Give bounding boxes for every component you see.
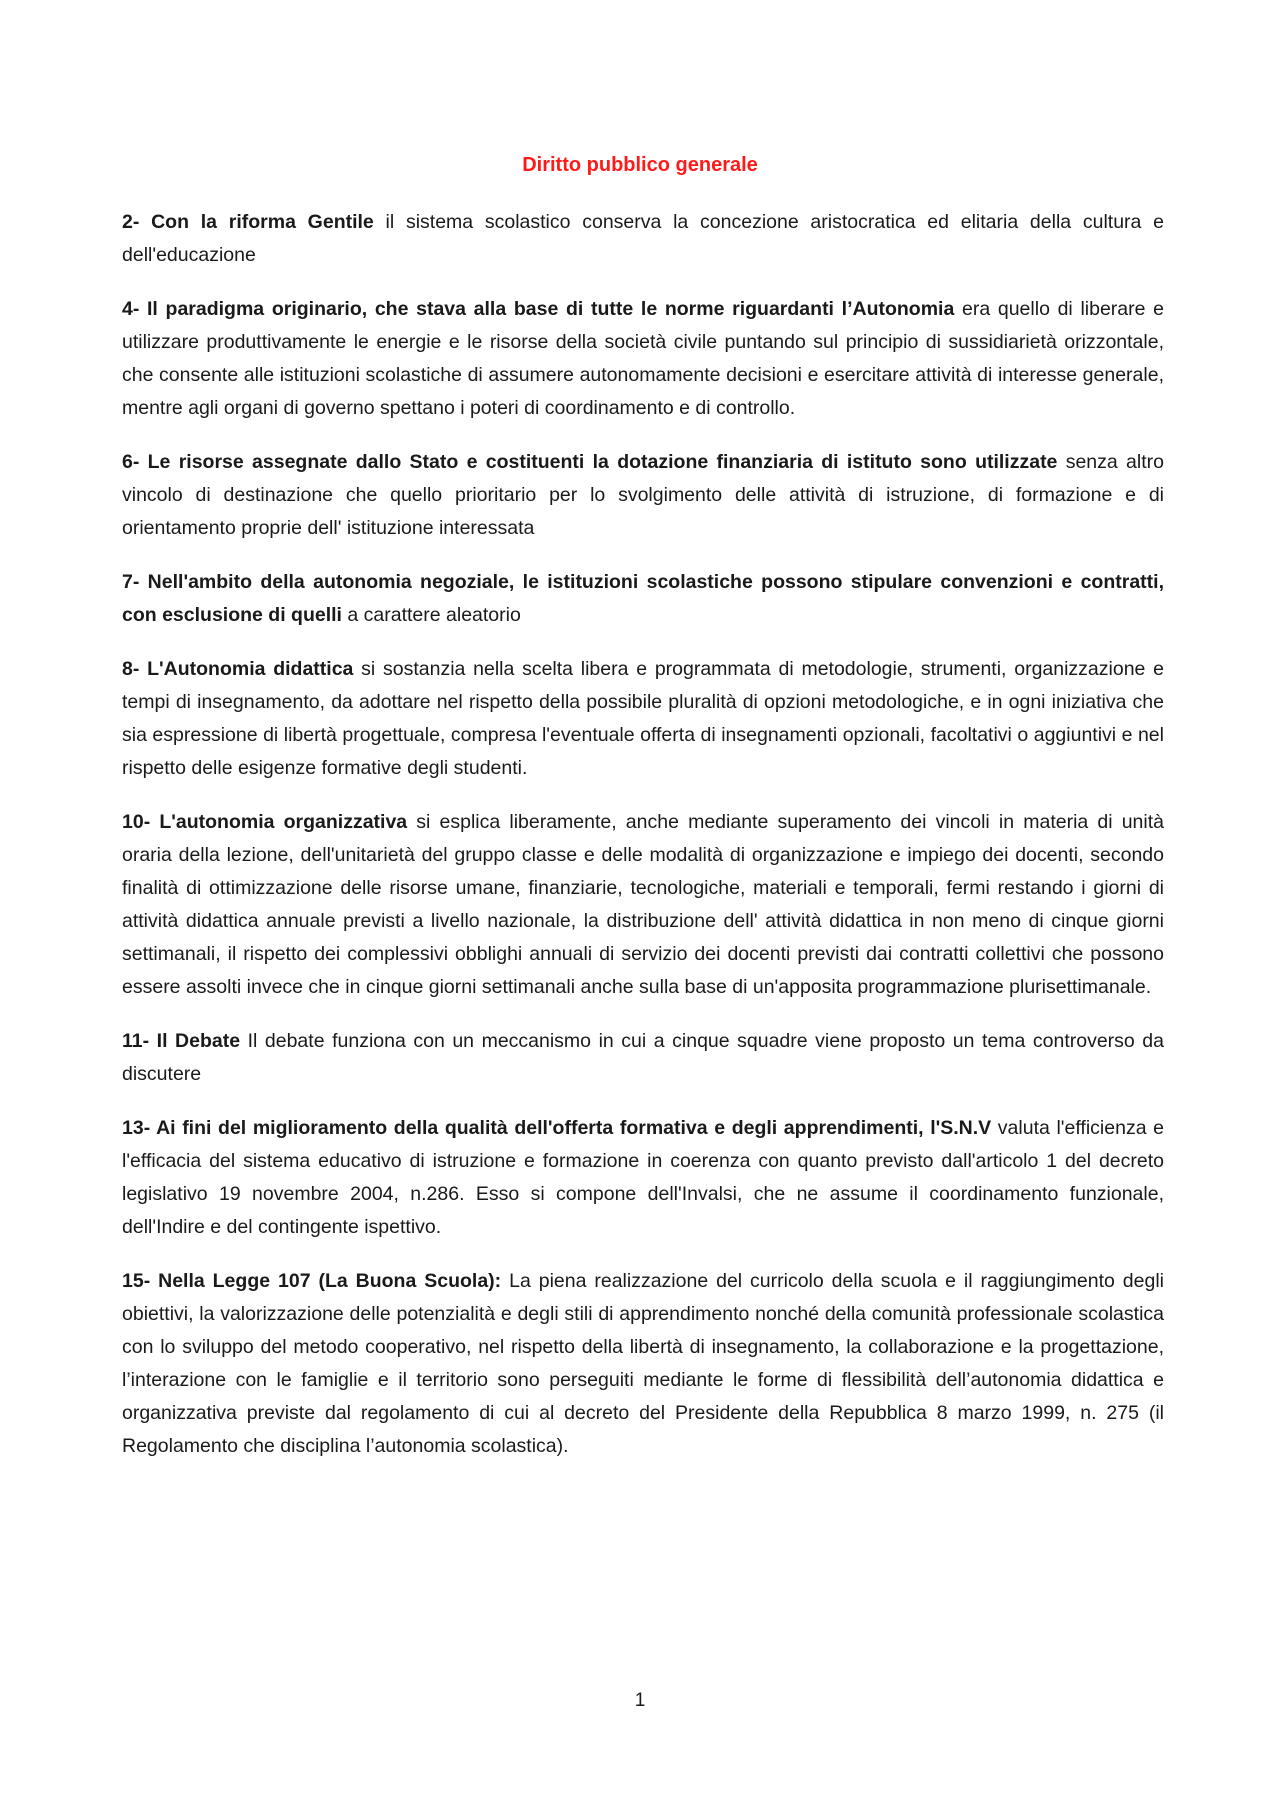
paragraph-text: si sostanzia nella scelta libera e programmata di metodologie, strumenti, organizzazione e tempi di insegnamento, da adottare nel rispetto della possibile pluralità di opzioni metodologiche, e in ogni iniziativa che sia espressione di libertà progettuale, compresa l'eventuale offerta di insegnamenti opzionali, facoltativi o aggiuntivi e nel rispetto delle esigenze formative degli studenti. (122, 658, 1164, 779)
paragraph-lead: 2- Con la riforma Gentile (122, 211, 374, 233)
paragraph-4 (122, 293, 1164, 425)
paragraph-text: era quello di liberare e utilizzare produttivamente le energie e le risorse della società civile puntando sul principio di sussidiarietà orizzontale, che consente alle istituzioni scolastiche di assumere autonomamente decisioni e esercitare attività di interesse generale, mentre agli organi di governo spettano i poteri di coordinamento e di controllo. (122, 298, 1165, 419)
paragraph-11 (122, 1025, 1164, 1091)
paragraph-lead: 15- Nella Legge 107 (La Buona Scuola): (122, 1270, 502, 1292)
paragraph-2 (122, 206, 1164, 272)
paragraph-lead: 8- L'Autonomia didattica (122, 658, 354, 680)
paragraph-lead: 4- Il paradigma originario, che stava alla base di tutte le norme riguardanti l’Autonomia (122, 298, 955, 320)
paragraph-text: si esplica liberamente, anche mediante superamento dei vincoli in materia di unità oraria della lezione, dell'unitarietà del gruppo classe e delle modalità di organizzazione e impiego dei docenti, secondo finalità di ottimizzazione delle risorse umane, finanziarie, tecnologiche, materiali e temporali, fermi restando i giorni di attività didattica annuale previsti a livello nazionale, la distribuzione dell' attività didattica in non meno di cinque giorni settimanali, il rispetto dei complessivi obblighi annuali di servizio dei docenti previsti dai contratti collettivi che possono essere assolti invece che in cinque giorni settimanali anche sulla base di un'apposita programmazione plurisettimanale. (122, 811, 1164, 998)
paragraph-10 (122, 806, 1164, 1004)
paragraph-15 (122, 1265, 1164, 1463)
paragraph-7 (122, 566, 1164, 632)
paragraph-lead: 10- L'autonomia organizzativa (122, 811, 408, 833)
paragraph-text: La piena realizzazione del curricolo della scuola e il raggiungimento degli obiettivi, la valorizzazione delle potenzialità e degli stili di apprendimento nonché della comunità professionale scolastica con lo sviluppo del metodo cooperativo, nel rispetto della libertà di insegnamento, la collaborazione e la progettazione, l’interazione con le famiglie e il territorio sono perseguiti mediante le forme di flessibilità dell’autonomia didattica e organizzativa previste dal regolamento di cui al decreto del Presidente della Repubblica 8 marzo 1999, n. 275 (il Regolamento che disciplina l’autonomia scolastica). (122, 1270, 1165, 1457)
document-title: Diritto pubblico generale (522, 154, 758, 176)
paragraph-6 (122, 446, 1164, 545)
paragraph-lead: 11- Il Debate (122, 1030, 241, 1052)
paragraph-lead: 6- Le risorse assegnate dallo Stato e costituenti la dotazione finanziaria di istituto sono utilizzate (122, 451, 1058, 473)
paragraph-lead: 13- Ai fini del miglioramento della qualità dell'offerta formativa e degli apprendimenti, l'S.N.V (122, 1117, 992, 1139)
paragraph-text: il sistema scolastico conserva la concezione aristocratica ed elitaria della cultura e dell'educazione (122, 211, 1164, 266)
paragraph-text: a carattere aleatorio (341, 604, 521, 626)
paragraph-13 (122, 1112, 1164, 1244)
paragraph-8 (122, 653, 1164, 785)
paragraph-text: Il debate funziona con un meccanismo in cui a cinque squadre viene proposto un tema controverso da discutere (122, 1030, 1164, 1085)
page-number: 1 (634, 1690, 646, 1711)
paragraph-text: valuta l'efficienza e l'efficacia del sistema educativo di istruzione e formazione in coerenza con quanto previsto dall'articolo 1 del decreto legislativo 19 novembre 2004, n.286. Esso si compone dell'Invalsi, che ne assume il coordinamento funzionale, dell'Indire e del contingente ispettivo. (122, 1117, 1165, 1238)
paragraph-lead: 7- Nell'ambito della autonomia negoziale, le istituzioni scolastiche possono stipulare convenzioni e contratti, con esclusione di quelli (122, 571, 1164, 626)
paragraph-text: senza altro vincolo di destinazione che quello prioritario per lo svolgimento delle attività di istruzione, di formazione e di orientamento proprie dell' istituzione interessata (122, 451, 1164, 539)
document-body (122, 206, 1164, 1484)
